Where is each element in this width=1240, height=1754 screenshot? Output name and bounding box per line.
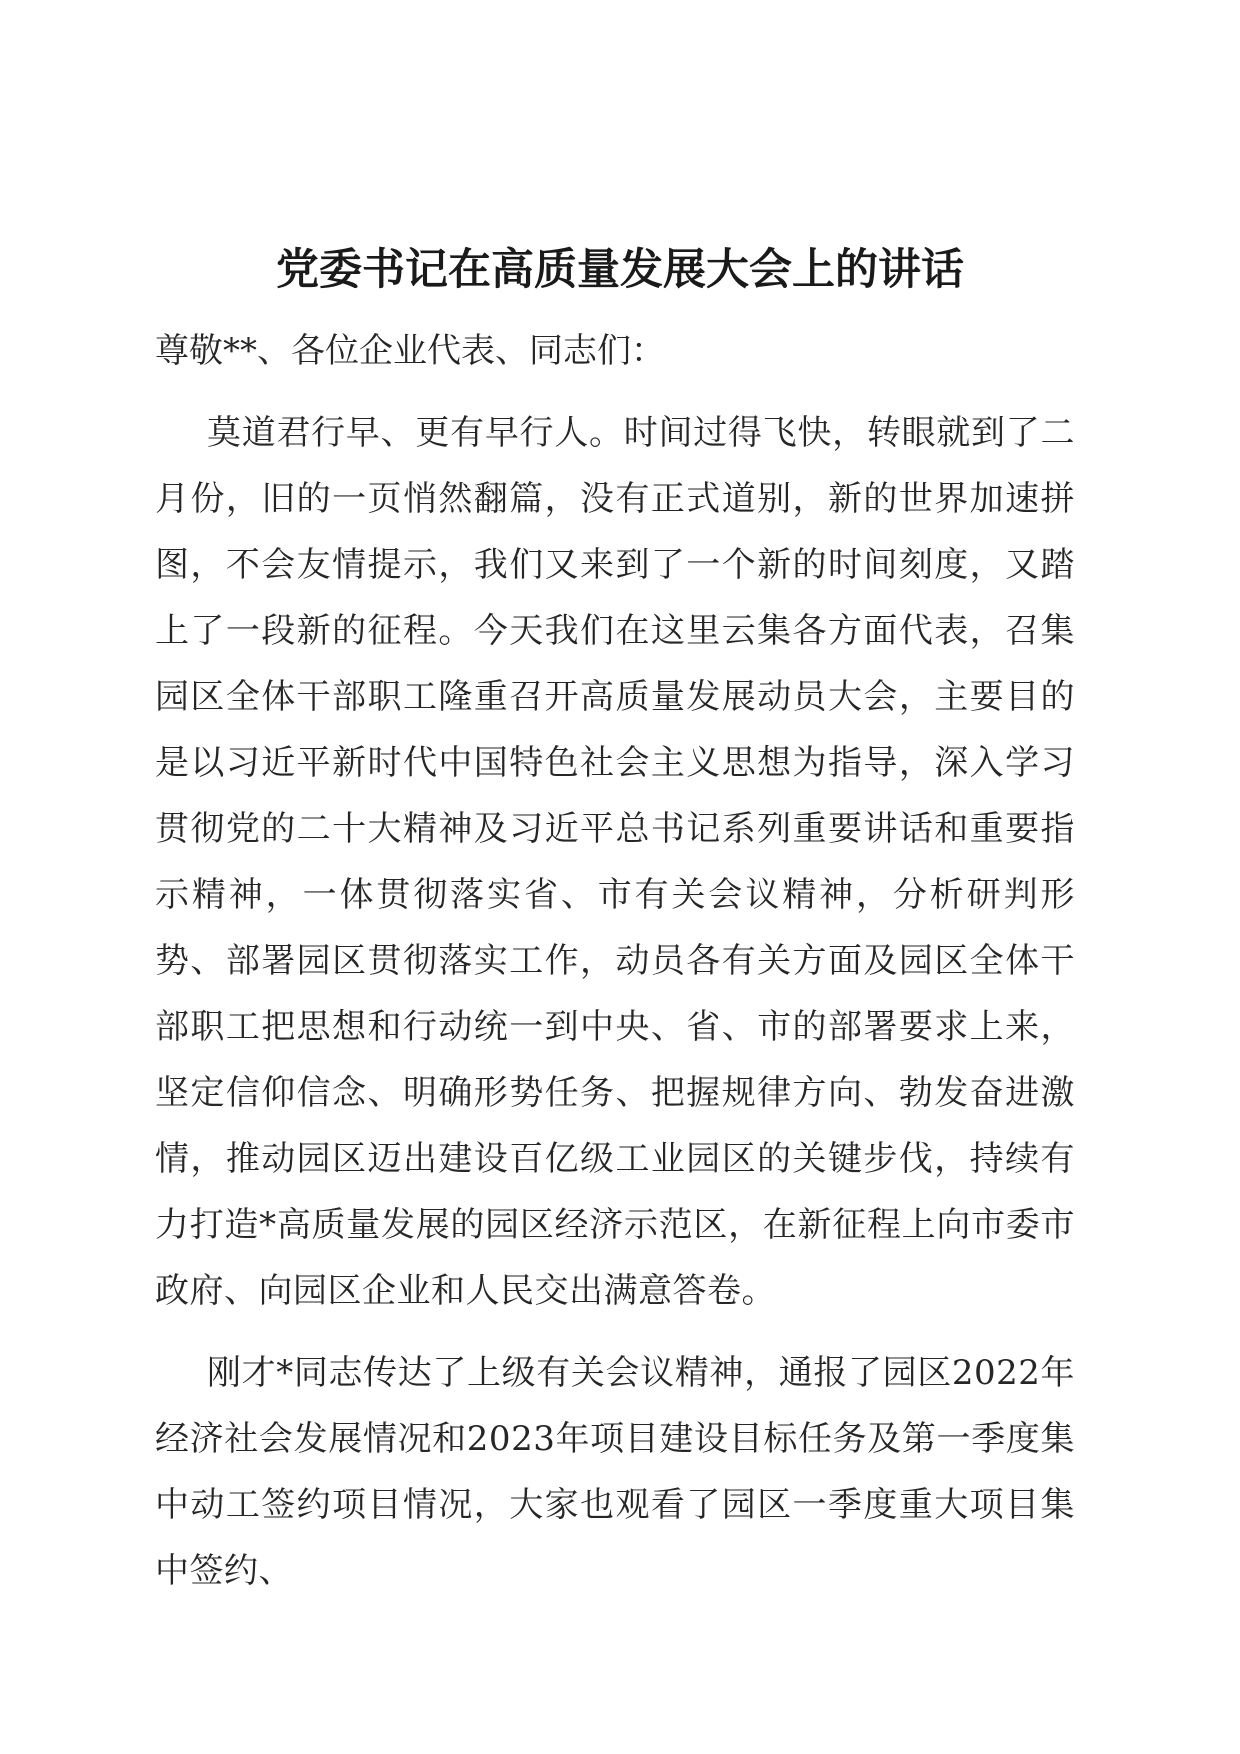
document-title: 党委书记在高质量发展大会上的讲话 — [276, 245, 964, 295]
document-body — [155, 318, 1075, 1604]
paragraph: 刚才*同志传达了上级有关会议精神，通报了园区2022年经济社会发展情况和2023年项目建设目标任务及第一季度集中动工签约项目情况，大家也观看了园区一季度重大项目集中签约、 — [155, 1353, 1075, 1591]
salutation: 尊敬**、各位企业代表、同志们： — [155, 331, 665, 371]
paragraph: 莫道君行早、更有早行人。时间过得飞快，转眼就到了二月份，旧的一页悄然翻篇，没有正式道别，新的世界加速拼图，不会友情提示，我们又来到了一个新的时间刻度，又踏上了一段新的征程。今天我们在这里云集各方面代表，召集园区全体干部职工隆重召开高质量发展动员大会，主要目的是以习近平新时代中国特色社会主义思想为指导，深入学习贯彻党的二十大精神及习近平总书记系列重要讲话和重要指示精神，一体贯彻落实省、市有关会议精神，分析研判形势、部署园区贯彻落实工作，动员各有关方面及园区全体干部职工把思想和行动统一到中央、省、市的部署要求上来，坚定信仰信念、明确形势任务、把握规律方向、勃发奋进激情，推动园区迈出建设百亿级工业园区的关键步伐，持续有力打造*高质量发展的园区经济示范区，在新征程上向市委市政府、向园区企业和人民交出满意答卷。 — [155, 413, 1075, 1311]
